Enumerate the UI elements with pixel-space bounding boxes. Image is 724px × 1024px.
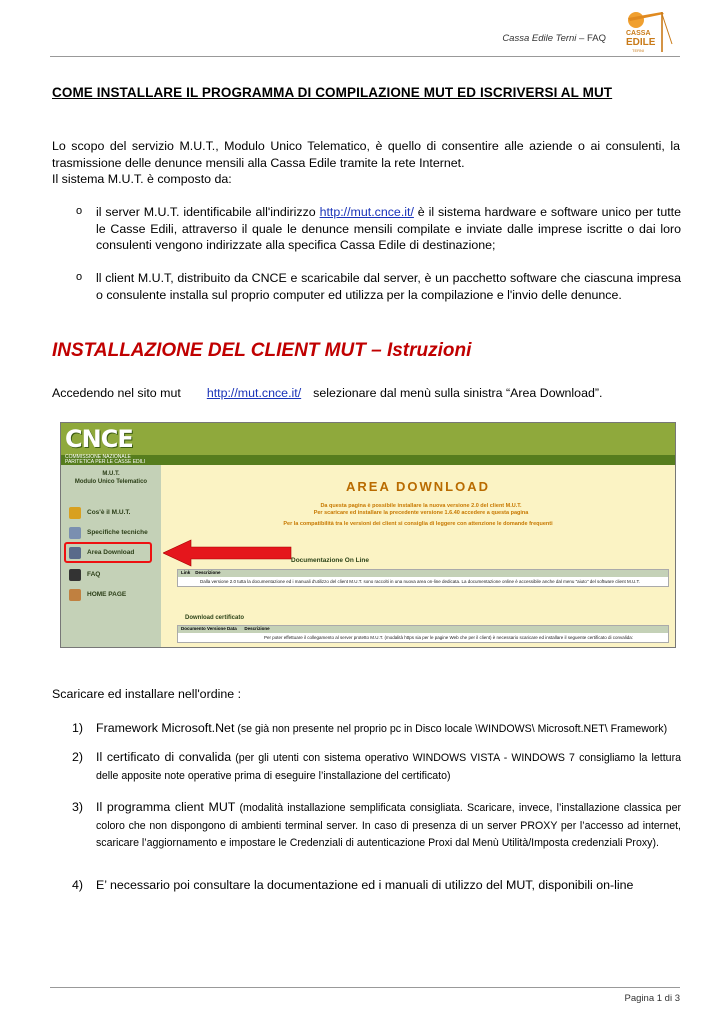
- cnce-subtitle-line1: COMMISSIONE NAZIONALE: [65, 454, 131, 460]
- step-documentation: [96, 877, 681, 894]
- col-documento: Documento: [181, 626, 206, 631]
- page-number: Pagina 1 di 3: [624, 993, 680, 1004]
- col-data: Data: [227, 626, 237, 631]
- sidebar-item-home[interactable]: HOME PAGE: [87, 591, 127, 598]
- sidebar-item-area-download[interactable]: Area Download: [87, 549, 135, 556]
- intro-paragraph: [52, 138, 680, 188]
- header-section: FAQ: [586, 33, 606, 44]
- step-number: 1): [72, 721, 84, 735]
- documentation-table-header: [178, 570, 668, 577]
- mut-server-link[interactable]: http://mut.cnce.it/: [319, 205, 414, 219]
- footer-divider: [50, 987, 680, 988]
- sidebar-item-faq[interactable]: FAQ: [87, 571, 101, 578]
- step-framework-note: (se già non presente nel proprio pc in Disco locale \WINDOWS\ Microsoft.NET\ Framework): [234, 723, 668, 735]
- sidebar-title: M.U.T.: [102, 471, 120, 477]
- documentation-table: [177, 569, 669, 587]
- bullet-server: [96, 204, 681, 254]
- sidebar-subtitle: Modulo Unico Telematico: [74, 479, 148, 485]
- col-link: Link: [181, 570, 191, 575]
- documentation-header: Documentazione On Line: [291, 557, 370, 564]
- access-post: selezionare dal menù sulla sinistra “Area Download”.: [313, 386, 603, 400]
- sidebar-item-cos-e[interactable]: Cos'è il M.U.T.: [87, 509, 131, 516]
- bullet-marker: o: [76, 271, 83, 283]
- logo-text-cassa: CASSA: [626, 30, 651, 37]
- step-client: [96, 799, 681, 852]
- document-icon: [69, 527, 81, 539]
- header-divider: [50, 56, 680, 57]
- document-title: COME INSTALLARE IL PROGRAMMA DI COMPILAZIONE MUT ED ISCRIVERSI AL MUT: [52, 85, 613, 100]
- bullet-server-post: è il sistema hardware e software unico per tutte le Casse Edili, attraverso il quale le denunce mensili compilate e inviate dalle imprese iscritte o dai loro consulenti vengono indirizzate alla specifica Cassa Edile di destinazione;: [96, 205, 681, 252]
- step-documentation-main: E’ necessario poi consultare la documentazione ed i manuali di utilizzo del MUT, disponibili on-line: [96, 878, 634, 892]
- area-download-title: AREA DOWNLOAD: [346, 479, 490, 494]
- step-number: 4): [72, 878, 84, 892]
- cnce-site-screenshot: [60, 422, 676, 648]
- access-pre: Accedendo nel sito mut: [52, 386, 181, 400]
- certificate-table: [177, 625, 669, 643]
- download-intro: Scaricare ed installare nell'ordine :: [52, 687, 242, 701]
- header-org: Cassa Edile Terni: [502, 33, 577, 44]
- documentation-row: Dalla versione 2.0 tutta la documentazione ed i manuali d'utilizzo del client M.U.T. sono raccolti in una nuova area on-line dedicata. La documentazione online è accessibile anche dal menu "aiuto" del software client M.U.T.: [200, 579, 641, 584]
- step-certificate-main: Il certificato di convalida: [96, 750, 232, 764]
- col-descrizione: Descrizione: [195, 570, 221, 575]
- cnce-logo: CNCE: [65, 425, 133, 453]
- col-versione: Versione: [207, 626, 226, 631]
- step-certificate: [96, 749, 681, 784]
- cassa-edile-logo: [622, 8, 678, 56]
- bullet-server-pre: il server M.U.T. identificabile all'indirizzo: [96, 205, 320, 219]
- step-framework-main: Framework Microsoft.Net: [96, 721, 235, 735]
- certificate-row: Per poter effettuare il collegamento al server protetto M.U.T. (modalità https sia per le pagine Web che per il client) è necessario scaricare ed installare il seguente certificato di convalida:: [264, 635, 634, 640]
- intro-system-text: Il sistema M.U.T. è composto da:: [52, 172, 232, 186]
- home-icon: [69, 589, 81, 601]
- faq-icon: [69, 569, 81, 581]
- info-line-1: Da questa pagina è possibile installare la nuova versione 2.0 del client M.U.T.: [320, 503, 522, 509]
- cnce-subtitle-bar: [61, 455, 675, 465]
- header-separator: –: [576, 33, 587, 44]
- info-line-2: Per scaricare ed installare la precedente versione 1.6.40 accedere a questa pagina: [313, 510, 529, 516]
- intro-text: Lo scopo del servizio M.U.T., Modulo Unico Telematico, è quello di consentire alle aziende o ai consulenti, la trasmissione delle denunce mensili alla Cassa Edile tramite la rete Internet.: [52, 139, 680, 170]
- section-heading: INSTALLAZIONE DEL CLIENT MUT – Istruzioni: [52, 340, 472, 361]
- step-client-note: (modalità installazione semplificata consigliata. Scaricare, invece, l’installazione classica per coloro che non dispongono di ambienti terminal server. In caso di presenza di un server PROXY per l’accesso ad internet, scaricare l’aggiornamento e impostare le Credenziali di autenticazione Proxi dal Menù Utilità/Imposta credenziali Proxy).: [96, 802, 681, 849]
- step-framework: [96, 720, 681, 738]
- info-line-3: Per la compatibilità tra le versioni dei client si consiglia di leggere con attenzione le domande frequenti: [283, 521, 553, 527]
- cnce-subtitle: [65, 455, 145, 465]
- step-number: 3): [72, 800, 84, 814]
- step-certificate-note: (per gli utenti con sistema operativo WINDOWS VISTA - WINDOWS 7 consigliamo la lettura delle apposite note operative prima di eseguire l’installazione del certificato): [96, 752, 681, 782]
- mut-site-link[interactable]: http://mut.cnce.it/: [206, 386, 302, 400]
- cnce-logo-bar: [61, 423, 675, 455]
- certificate-header: Download certificato: [185, 615, 245, 621]
- col-descrizione: Descrizione: [244, 626, 270, 631]
- certificate-table-header: [178, 626, 668, 633]
- bullet-marker: o: [76, 205, 83, 217]
- access-instructions: [52, 386, 602, 400]
- cnce-subtitle-line2: PARITETICA PER LE CASSE EDILI: [65, 459, 146, 465]
- step-number: 2): [72, 750, 84, 764]
- logo-text-edile: EDILE: [626, 37, 656, 48]
- step-client-main: Il programma client MUT: [96, 800, 236, 814]
- question-icon: [69, 507, 81, 519]
- red-arrow-icon: [163, 538, 293, 568]
- page-header: [502, 33, 606, 44]
- bullet-client: ll client M.U.T, distribuito da CNCE e scaricabile dal server, è un pacchetto software che ciascuna impresa o consulente installa sul proprio computer ed utilizza per la compilazione e l'invio delle denunce.: [96, 271, 681, 302]
- sidebar-item-specifiche[interactable]: Specifiche tecniche: [87, 529, 148, 536]
- highlight-box: [64, 542, 152, 563]
- logo-text-terni: TERNI: [632, 48, 644, 53]
